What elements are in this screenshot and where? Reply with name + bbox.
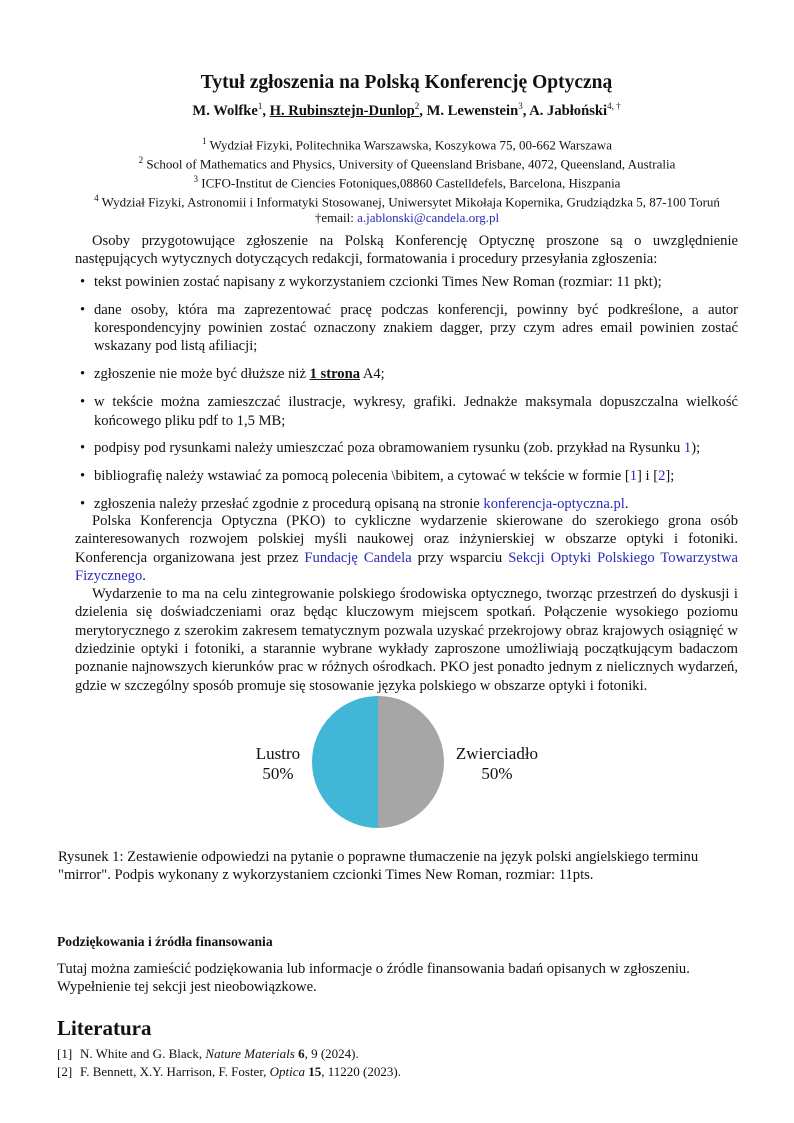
intro-paragraph: Osoby przygotowujące zgłoszenie na Polską Konferencję Optycznę proszone są o uwzględnienie następujących wytycznych dotyczących redakcji, formatowania i procedury przesyłania zgłoszenia: xyxy=(75,233,738,268)
affiliations xyxy=(60,134,754,225)
paper-title: Tytuł zgłoszenia na Polską Konferencję Optyczną xyxy=(200,72,613,93)
figure-caption: Rysunek 1: Zestawienie odpowiedzi na pytanie o poprawne tłumaczenie na język polski angielskiego terminu "mirror". Podpis wykonany z wykorzystaniem czcionki Times New Roman, rozmiar: 11pts. xyxy=(58,849,699,884)
slice-label: Zwierciadło xyxy=(455,744,539,763)
event-paragraph: Wydarzenie to ma na celu zintegrowanie polskiego środowiska optycznego, tworząc przestrzeń do dyskusji i dzielenia się doświadczeniami oraz będąc kluczowym miejscem spotkań. Połączenie wysokiego poziomu merytorycznego z szerokim zakresem tematycznym pozwala uzyskać przekrojowy obraz krajowych osiągnięć w dziedzinie optyki i fotoniki, a starannie wybrane wykłady zaproszone umożliwiają początkującym badaczom poznanie najnowszych kierunków prac w różnych ośrodkach. PKO jest ponadto jednym z nielicznych wydarzeń, gdzie w szczególny sposób promuje się stosowanie języka polskiego w obszarze optyki i fotoniki. xyxy=(75,586,738,694)
list-item: • podpisy pod rysunkami należy umieszczać poza obramowaniem rysunku (zob. przykład na Rysunku 1); xyxy=(75,439,738,457)
email-line: †email: a.jablonski@candela.org.pl xyxy=(314,209,500,225)
author: M. Lewenstein$^3$ xyxy=(426,101,523,119)
guidelines-list xyxy=(75,273,738,523)
body-text xyxy=(75,512,738,695)
author: M. Wolfke$^1$ xyxy=(192,101,263,119)
pko-paragraph: Polska Konferencja Optyczna (PKO) to cykliczne wydarzenie skierowane do szerokiego grona osób zainteresowanych rozwojem polskiej myśli naukowej oraz inżynierskiej w obszarze optyki i fotoniki. Konferencja organizowana jest przez Fundację Candela przy wsparciu Sekcji Optyki Polskiego Towarzystwa Fizycznego. xyxy=(75,513,738,584)
affiliation: $^4$ Wydział Fizyki, Astronomii i Informatyki Stosowanej, Uniwersytet Mikołaja Kopernika, Grudziądzka 5, 87-100 Toruń xyxy=(94,192,720,210)
corresponding-author: A. Jabłoński$^{4, \dagger}$ xyxy=(529,101,621,119)
list-item: • dane osoby, która ma zaprezentować pracę podczas konferencji, powinny być podkreślone, a autor korespondencyjny powinien zostać oznaczony znakiem dagger, przy czym adres email powinien zostać wskazany pod listą afiliacji; xyxy=(75,301,738,356)
references-heading: Literatura xyxy=(57,1016,152,1040)
figure-ref-link[interactable]: 1 xyxy=(683,440,692,457)
citation-link[interactable]: 1 xyxy=(629,468,637,485)
list-item: • w tekście można zamieszczać ilustracje, wykresy, grafiki. Jednakże maksymala dopuszczalna wielkość końcowego pliku pdf to 1,5 MB; xyxy=(75,393,738,430)
list-item: • bibliografię należy wstawiać za pomocą polecenia \bibitem, a cytować w tekście w formie [1] i [2]; xyxy=(75,467,738,485)
email-link[interactable]: a.jablonski@candela.org.pl xyxy=(357,209,500,225)
list-item: • zgłoszenia należy przesłać zgodnie z procedurą opisaną na stronie konferencja-optyczna.pl. xyxy=(75,495,738,513)
pie-chart xyxy=(240,690,560,840)
reference-item: [2] F. Bennett, X.Y. Harrison, F. Foster, Optica 15, 11220 (2023). xyxy=(57,1064,401,1079)
author-list: M. Wolfke$^1$, H. Rubinsztejn-Dunlop$^2$, M. Lewenstein$^3$, A. Jabłoński$^{4, \dagger}$ xyxy=(192,101,621,119)
affiliation: $^2$ School of Mathematics and Physics, University of Queensland Brisbane, 4072, Queensland, Australia xyxy=(138,154,676,172)
presenting-author: H. Rubinsztejn-Dunlop$^2$ xyxy=(269,101,420,119)
acknowledgements-text: Tutaj można zamieścić podziękowania lub informacje o źródle finansowania badań opisanych w zgłoszeniu. Wypełnienie tej sekcji jest nieobowiązkowe. xyxy=(57,961,690,996)
pie-slice-lustro xyxy=(312,696,378,828)
ptf-link[interactable]: Sekcji Optyki Polskiego Towarzystwa Fizycznego xyxy=(75,549,738,584)
slice-label: Lustro xyxy=(255,744,301,763)
affiliation: $^1$ Wydział Fizyki, Politechnika Warszawska, Koszykowa 75, 00-662 Warszawa xyxy=(202,136,612,153)
candela-link[interactable]: Fundację Candela xyxy=(304,549,412,566)
acknowledgements-heading: Podziękowania i źródła finansowania xyxy=(57,934,273,949)
slice-value-label: 50% xyxy=(481,764,513,783)
list-item: • tekst powinien zostać napisany z wykorzystaniem czcionki Times New Roman (rozmiar: 11 pkt); xyxy=(75,273,738,291)
reference-item: [1] N. White and G. Black, Nature Materials 6, 9 (2024). xyxy=(57,1046,359,1061)
list-item: • zgłoszenie nie może być dłuższe niż 1 strona A4; xyxy=(75,365,738,383)
pie-slice-zwierciadło xyxy=(378,696,444,828)
slice-value-label: 50% xyxy=(262,764,294,783)
affiliation: $^3$ ICFO-Institut de Ciencies Fotoniques,08860 Castelldefels, Barcelona, Hiszpania xyxy=(193,173,621,191)
references-list xyxy=(57,1045,747,1081)
website-link[interactable]: konferencja-optyczna.pl xyxy=(483,496,625,513)
citation-link[interactable]: 2 xyxy=(658,468,666,485)
